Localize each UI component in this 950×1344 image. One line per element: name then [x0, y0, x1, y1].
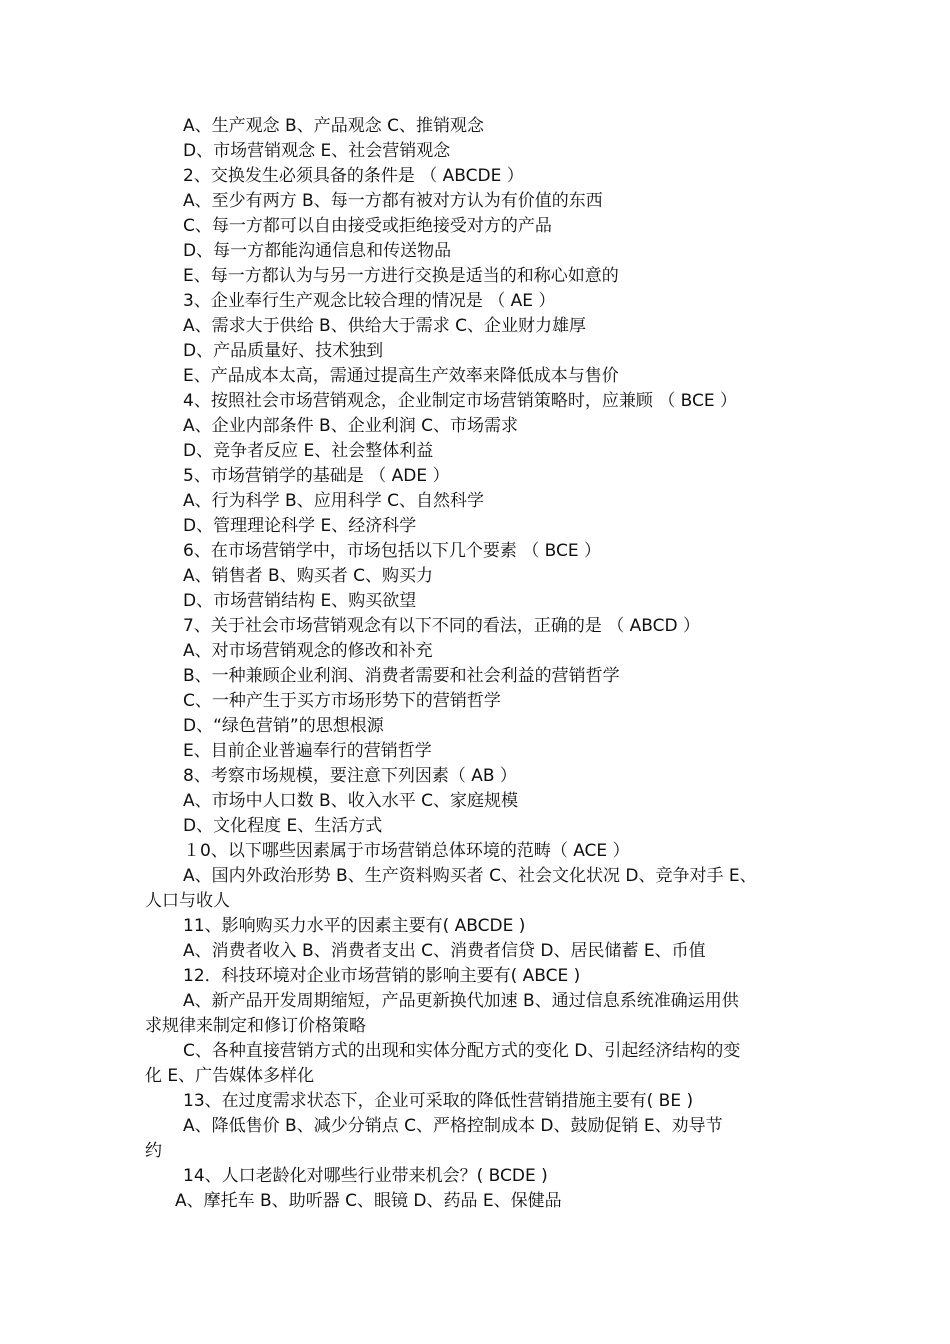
- text-line: B、一种兼顾企业利润、消费者需要和社会利益的营销哲学: [183, 666, 620, 686]
- text-line: A、市场中人口数 B、收入水平 C、家庭规模: [183, 791, 518, 811]
- text-line: 约: [145, 1141, 162, 1161]
- text-line: 11、影响购买力水平的因素主要有( ABCDE ): [183, 916, 526, 936]
- text-line: 求规律来制定和修订价格策略: [145, 1016, 366, 1036]
- text-line: E、产品成本太高，需通过提高生产效率来降低成本与售价: [183, 366, 619, 386]
- text-line: E、每一方都认为与另一方进行交换是适当的和称心如意的: [183, 266, 619, 286]
- text-line: A、至少有两方 B、每一方都有被对方认为有价值的东西: [183, 191, 603, 211]
- text-line: A、国内外政治形势 B、生产资料购买者 C、社会文化状况 D、竞争对手 E、: [183, 866, 757, 886]
- text-line: 3、企业奉行生产观念比较合理的情况是 （ AE ）: [183, 291, 556, 311]
- text-line: 4、按照社会市场营销观念，企业制定市场营销策略时，应兼顾 （ BCE ）: [183, 391, 738, 411]
- text-line: １0、以下哪些因素属于市场营销总体环境的范畴（ ACE ）: [183, 841, 630, 861]
- text-line: A、销售者 B、购买者 C、购买力: [183, 566, 433, 586]
- text-line: 5、市场营销学的基础是 （ ADE ）: [183, 466, 450, 486]
- text-line: 人口与收人: [145, 891, 230, 911]
- text-line: D、文化程度 E、生活方式: [183, 816, 383, 836]
- text-line: A、消费者收入 B、消费者支出 C、消费者信贷 D、居民储蓄 E、币值: [183, 941, 706, 961]
- text-line: A、对市场营销观念的修改和补充: [183, 641, 433, 661]
- text-line: 14、人口老龄化对哪些行业带来机会？( BCDE ): [183, 1166, 548, 1186]
- text-line: D、每一方都能沟通信息和传送物品: [183, 241, 452, 261]
- text-line: C、一种产生于买方市场形势下的营销哲学: [183, 691, 501, 711]
- text-line: D、管理理论科学 E、经济科学: [183, 516, 417, 536]
- text-line: 8、考察市场规模，要注意下列因素（ AB ）: [183, 766, 517, 786]
- text-line: 6、在市场营销学中，市场包括以下几个要素 （ BCE ）: [183, 541, 602, 561]
- text-line: 2、交换发生必须具备的条件是 （ ABCDE ）: [183, 166, 524, 186]
- text-line: D、“绿色营销”的思想根源: [183, 716, 384, 736]
- text-line: C、每一方都可以自由接受或拒绝接受对方的产品: [183, 216, 552, 236]
- text-line: A、生产观念 B、产品观念 C、推销观念: [183, 116, 484, 136]
- text-line: E、目前企业普遍奉行的营销哲学: [183, 741, 432, 761]
- text-line: C、各种直接营销方式的出现和实体分配方式的变化 D、引起经济结构的变: [183, 1041, 741, 1061]
- text-line: 12．科技环境对企业市场营销的影响主要有( ABCE ): [183, 966, 581, 986]
- text-line: A、摩托车 B、助听器 C、眼镜 D、药品 E、保健品: [175, 1191, 562, 1211]
- text-line: D、竞争者反应 E、社会整体利益: [183, 441, 434, 461]
- text-line: A、需求大于供给 B、供给大于需求 C、企业财力雄厚: [183, 316, 586, 336]
- text-line: A、降低售价 B、减少分销点 C、严格控制成本 D、鼓励促销 E、劝导节: [183, 1116, 723, 1136]
- text-line: A、行为科学 B、应用科学 C、自然科学: [183, 491, 484, 511]
- text-line: 7、关于社会市场营销观念有以下不同的看法，正确的是 （ ABCD ）: [183, 616, 700, 636]
- text-line: D、市场营销观念 E、社会营销观念: [183, 141, 451, 161]
- text-line: D、市场营销结构 E、购买欲望: [183, 591, 417, 611]
- text-line: 13、在过度需求状态下，企业可采取的降低性营销措施主要有( BE ): [183, 1091, 694, 1111]
- text-line: A、企业内部条件 B、企业利润 C、市场需求: [183, 416, 518, 436]
- text-line: A、新产品开发周期缩短，产品更新换代加速 B、通过信息系统准确运用供: [183, 991, 739, 1011]
- text-line: D、产品质量好、技术独到: [183, 341, 384, 361]
- text-line: 化 E、广告媒体多样化: [145, 1066, 315, 1086]
